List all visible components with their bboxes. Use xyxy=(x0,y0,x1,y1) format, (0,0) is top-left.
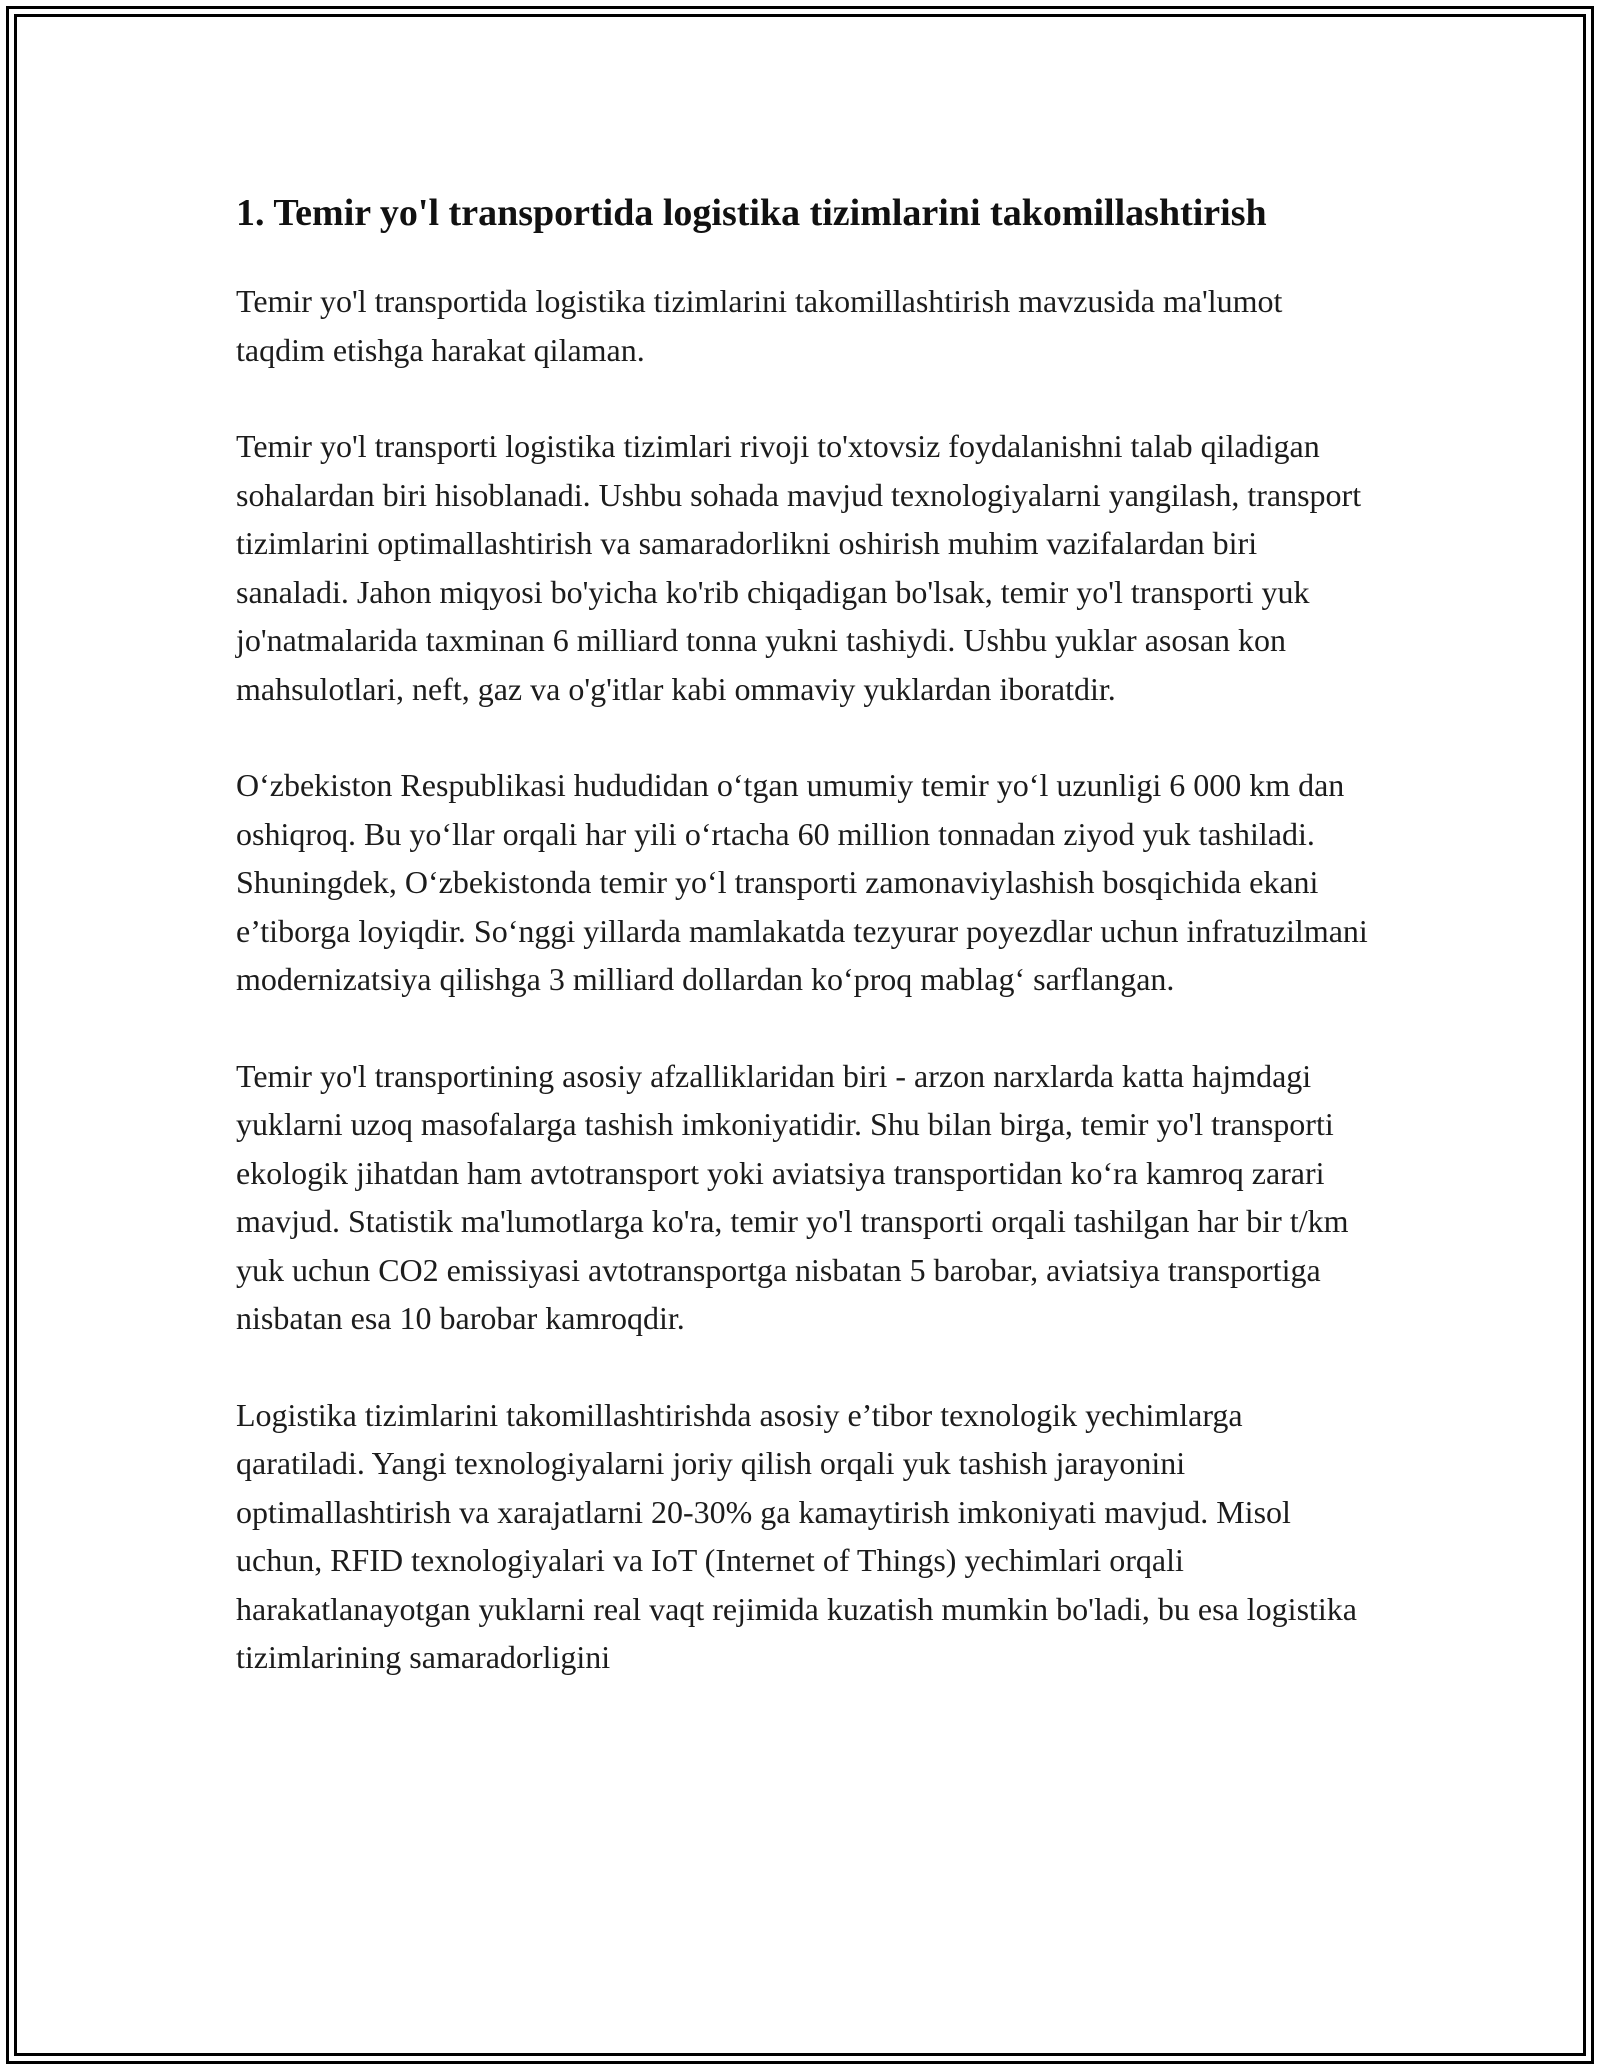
paragraph-global-freight: Temir yo'l transporti logistika tizimlari rivoji to'xtovsiz foydalanishni talab qiladigan sohalardan biri hisoblanadi. Ushbu sohada mavjud texnologiyalarni yangilash, transport tizimlarini optimallashtirish va samaradorlikni oshirish muhim vazifalardan biri sanaladi. Jahon miqyosi bo'yicha ko'rib chiqadigan bo'lsak, temir yo'l transporti yuk jo'natmalarida taxminan 6 milliard tonna yukni tashiydi. Ushbu yuklar asosan kon mahsulotlari, neft, gaz va o'g'itlar kabi ommaviy yuklardan iboratdir. xyxy=(236,428,1362,707)
page-title: 1. Temir yo'l transportida logistika tizimlarini takomillashtirish xyxy=(236,192,1267,234)
paragraph-intro: Temir yo'l transportida logistika tizimlarini takomillashtirish mavzusida ma'lumot taqdim etishga harakat qilaman. xyxy=(236,283,1283,368)
document-body xyxy=(236,186,1376,1730)
paragraph-uzbekistan-railways: O‘zbekiston Respublikasi hududidan o‘tgan umumiy temir yo‘l uzunligi 6 000 km dan oshiqroq. Bu yo‘llar orqali har yili o‘rtacha 60 million tonnadan ziyod yuk tashiladi. Shuningdek, O‘zbekistonda temir yo‘l transporti zamonaviylashish bosqichida ekani e’tiborga loyiqdir. So‘nggi yillarda mamlakatda tezyurar poyezdlar uchun infratuzilmani modernizatsiya qilishga 3 milliard dollardan ko‘proq mablag‘ sarflangan. xyxy=(236,767,1368,997)
paragraph-technology: Logistika tizimlarini takomillashtirishda asosiy e’tibor texnologik yechimlarga qaratiladi. Yangi texnologiyalarni joriy qilish orqali yuk tashish jarayonini optimallashtirish va xarajatlarni 20-30% ga kamaytirish imkoniyati mavjud. Misol uchun, RFID texnologiyalari va IoT (Internet of Things) yechimlari orqali harakatlanayotgan yuklarni real vaqt rejimida kuzatish mumkin bo'ladi, bu esa logistika tizimlarining samaradorligini xyxy=(236,1396,1357,1675)
paragraph-advantages: Temir yo'l transportining asosiy afzalliklaridan biri - arzon narxlarda katta hajmdagi yuklarni uzoq masofalarga tashish imkoniyatidir. Shu bilan birga, temir yo'l transporti ekologik jihatdan ham avtotransport yoki aviatsiya transportidan ko‘ra kamroq zarari mavjud. Statistik ma'lumotlarga ko'ra, temir yo'l transporti orqali tashilgan har bir t/km yuk uchun CO2 emissiyasi avtotransportga nisbatan 5 barobar, aviatsiya transportiga nisbatan esa 10 barobar kamroqdir. xyxy=(236,1057,1349,1336)
